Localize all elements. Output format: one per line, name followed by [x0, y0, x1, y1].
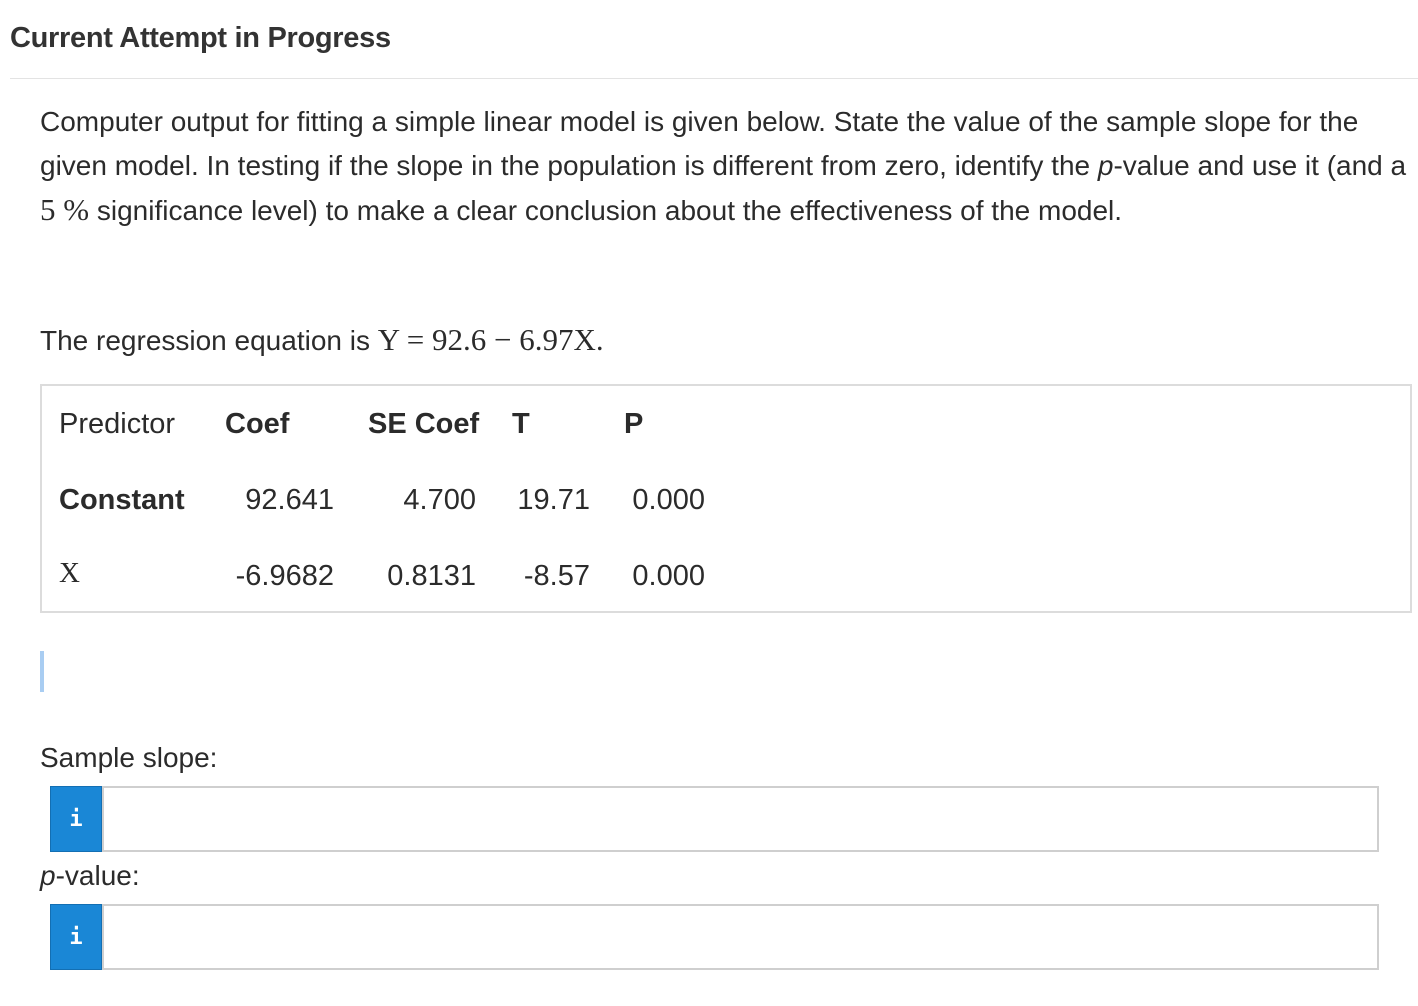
sample-slope-label: Sample slope:: [40, 742, 218, 773]
p-value-answer-row: [50, 904, 1379, 970]
row-constant-se-coef: 4.700: [403, 484, 476, 516]
sample-slope-input[interactable]: [102, 786, 1379, 852]
focus-indicator: [40, 651, 44, 692]
p-value-label-italic: p: [40, 860, 56, 891]
row-x-coef: -6.9682: [235, 560, 334, 592]
equation-math: Y = 92.6 − 6.97X.: [377, 322, 604, 357]
info-icon[interactable]: i: [50, 786, 102, 852]
row-x-predictor: X: [59, 557, 80, 589]
row-constant-p: 0.000: [632, 484, 705, 516]
row-x-se-coef: 0.8131: [387, 560, 476, 592]
question-part-2: -value and use it (and a: [1113, 150, 1407, 181]
question-part-3: significance level) to make a clear conclusion about the effectiveness of the model.: [89, 195, 1123, 226]
header-predictor: Predictor: [59, 408, 176, 440]
question-p-italic: p: [1097, 150, 1114, 181]
question-part-1: Computer output for fitting a simple linear model is given below. State the value of the sample slope for the given model. In testing if the slope in the population is different from zero, identify the: [40, 106, 1359, 181]
equation-prefix: The regression equation is: [40, 325, 378, 356]
row-x-t: -8.57: [523, 560, 590, 592]
header-se-coef: SE Coef: [368, 408, 480, 440]
percent-math: 5 %: [40, 192, 90, 227]
header-divider: [10, 78, 1418, 79]
header-p: P: [624, 408, 644, 440]
regression-equation: [40, 318, 604, 363]
row-x-p: 0.000: [632, 560, 705, 592]
header-t: T: [512, 408, 530, 440]
p-value-label-rest: -value:: [55, 860, 140, 891]
p-value-input[interactable]: [102, 904, 1379, 970]
p-value-label: [40, 860, 140, 892]
sample-slope-answer-row: [50, 786, 1379, 852]
row-constant-predictor: Constant: [59, 484, 185, 516]
regression-table: [40, 384, 1412, 613]
row-constant-coef: 92.641: [245, 484, 334, 516]
question-text: [40, 100, 1412, 233]
page-title: Current Attempt in Progress: [10, 22, 391, 54]
info-icon[interactable]: i: [50, 904, 102, 970]
row-constant-t: 19.71: [517, 484, 590, 516]
header-coef: Coef: [225, 408, 290, 440]
